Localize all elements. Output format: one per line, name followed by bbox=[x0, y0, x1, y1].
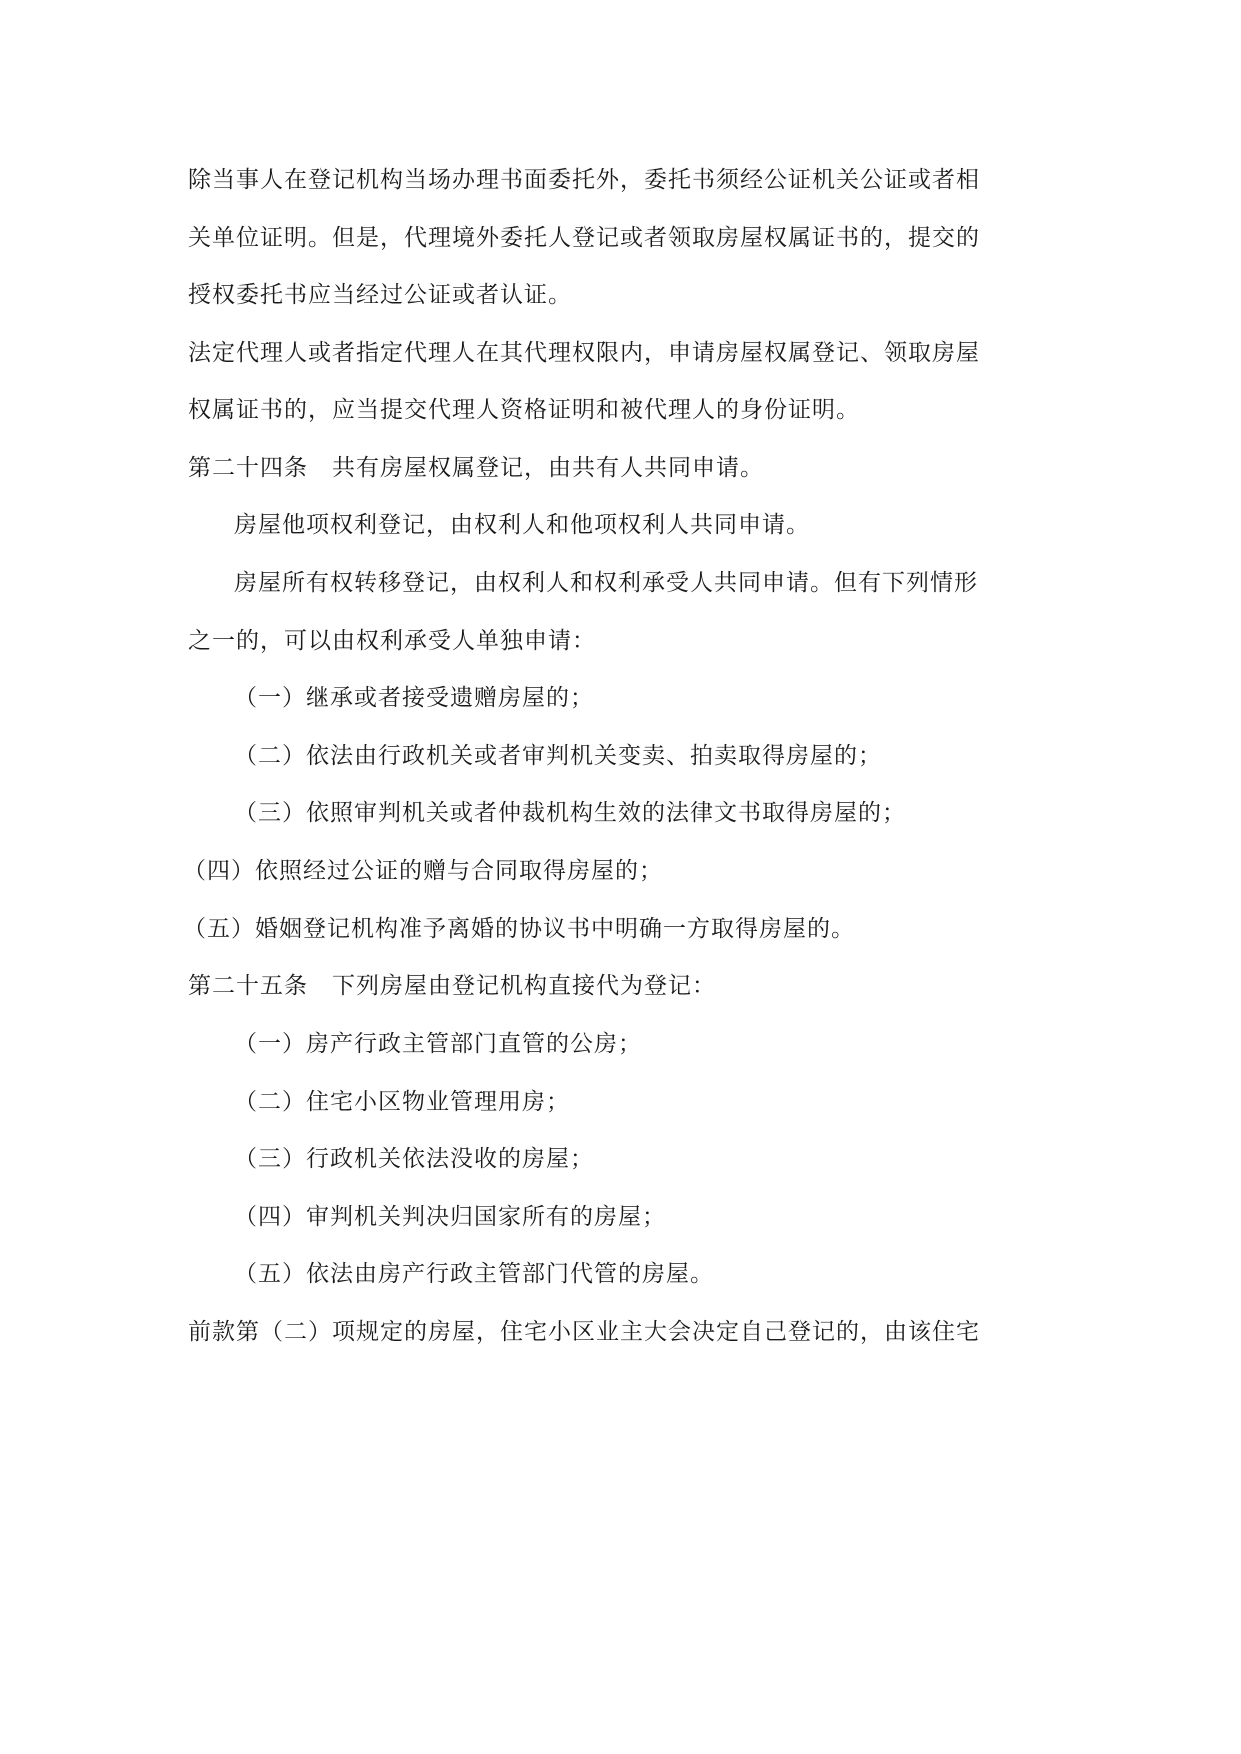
paragraph-line: 房屋所有权转移登记，由权利人和权利承受人共同申请。但有下列情形 bbox=[234, 570, 978, 596]
paragraph-line: 房屋他项权利登记，由权利人和他项权利人共同申请。 bbox=[234, 512, 810, 538]
paragraph-line: 前款第（二）项规定的房屋，住宅小区业主大会决定自己登记的，由该住宅 bbox=[188, 1319, 980, 1345]
paragraph-line: 授权委托书应当经过公证或者认证。 bbox=[188, 282, 572, 308]
list-item: （二）住宅小区物业管理用房； bbox=[234, 1089, 570, 1115]
paragraph-line: 之一的，可以由权利承受人单独申请： bbox=[188, 628, 596, 654]
list-item: （五）婚姻登记机构准予离婚的协议书中明确一方取得房屋的。 bbox=[183, 916, 855, 942]
list-item: （三）行政机关依法没收的房屋； bbox=[234, 1146, 594, 1172]
paragraph-line: 关单位证明。但是，代理境外委托人登记或者领取房屋权属证书的，提交的 bbox=[188, 225, 980, 251]
list-item: （一）继承或者接受遗赠房屋的； bbox=[234, 685, 594, 711]
list-item: （二）依法由行政机关或者审判机关变卖、拍卖取得房屋的； bbox=[234, 743, 882, 769]
list-item: （四）审判机关判决归国家所有的房屋； bbox=[234, 1204, 666, 1230]
list-item: （三）依照审判机关或者仲裁机构生效的法律文书取得房屋的； bbox=[234, 800, 906, 826]
paragraph-line: 法定代理人或者指定代理人在其代理权限内，申请房屋权属登记、领取房屋 bbox=[188, 340, 980, 366]
list-item: （五）依法由房产行政主管部门代管的房屋。 bbox=[234, 1261, 714, 1287]
article-heading-line: 第二十五条 下列房屋由登记机构直接代为登记： bbox=[188, 973, 716, 999]
list-item: （四）依照经过公证的赠与合同取得房屋的； bbox=[183, 858, 663, 884]
paragraph-line: 权属证书的，应当提交代理人资格证明和被代理人的身份证明。 bbox=[188, 397, 860, 423]
list-item: （一）房产行政主管部门直管的公房； bbox=[234, 1031, 642, 1057]
article-heading-line: 第二十四条 共有房屋权属登记，由共有人共同申请。 bbox=[188, 455, 764, 481]
paragraph-line: 除当事人在登记机构当场办理书面委托外，委托书须经公证机关公证或者相 bbox=[188, 167, 980, 193]
